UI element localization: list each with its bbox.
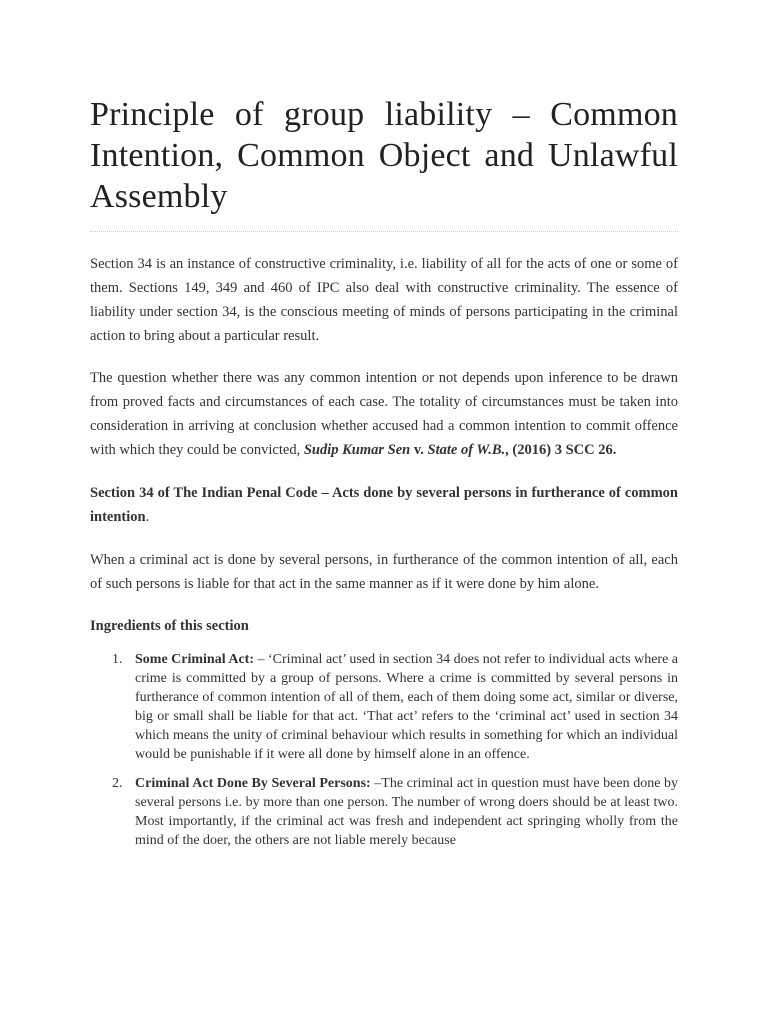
paragraph-constructive-criminality: Section 34 is an instance of constructive criminality, i.e. liability of all for the acts of one or some of them. Sections 149, 349 and 460 of IPC also deal with constructive criminality. The essence of liability under section 34, is the conscious meeting of minds of persons participating in the criminal action to bring about a particular result.: [90, 256, 678, 344]
article-title: Principle of group liability – Common Intention, Common Object and Unlawful Assembly: [90, 96, 678, 215]
list-item: [90, 774, 678, 850]
paragraph-common-intention-inference: [90, 366, 678, 462]
title-divider: [90, 231, 678, 232]
list-item-text: – ‘Criminal act’ used in section 34 does not refer to individual acts where a crime is committed by a group of persons. Where a crime is committed by several persons in furtherance of common intention of all of them, each of them doing some act, similar or diverse, big or small shall be liable for that act. ‘That act’ refers to the ‘criminal act’ used in section 34 which means the unity of criminal behaviour which results in something for which an individual would be punishable if it were all done by himself alone in an offence.: [135, 652, 678, 762]
list-item: [90, 650, 678, 764]
paragraph-text: The question whether there was any common intention or not depends upon inference to be drawn from proved facts and circumstances of each case. The totality of circumstances must be taken into consideration in arriving at conclusion whether accused had a common intention to commit offence with which they could be convicted,: [90, 370, 678, 458]
section-heading-trail: .: [145, 509, 150, 525]
case-citation: , (2016) 3 SCC 26.: [505, 442, 617, 458]
section-34-text: When a criminal act is done by several persons, in furtherance of the common intention of all, each of such persons is liable for that act in the same manner as if it were done by him alone.: [90, 552, 678, 592]
ingredients-list: [90, 650, 678, 850]
list-item-label: Criminal Act Done By Several Persons:: [135, 776, 371, 791]
section-heading-text: Section 34 of The Indian Penal Code – Acts done by several persons in furtherance of common intention: [90, 485, 678, 525]
case-party-2: State of W.B.: [427, 442, 506, 458]
case-party-1: Sudip Kumar Sen: [303, 442, 411, 458]
list-item-label: Some Criminal Act:: [135, 652, 254, 667]
list-item-text: –The criminal act in question must have been done by several persons i.e. by more than one person. The number of wrong doers should be at least two. Most importantly, if the criminal act was fresh and independent act springing wholly from the mind of the doer, the others are not liable merely because: [135, 776, 679, 848]
section-34-heading: [90, 481, 678, 529]
list-number: 2.: [112, 776, 123, 791]
list-number: 1.: [112, 652, 123, 667]
ingredients-heading: Ingredients of this section: [90, 618, 249, 634]
case-versus: v.: [410, 442, 428, 458]
